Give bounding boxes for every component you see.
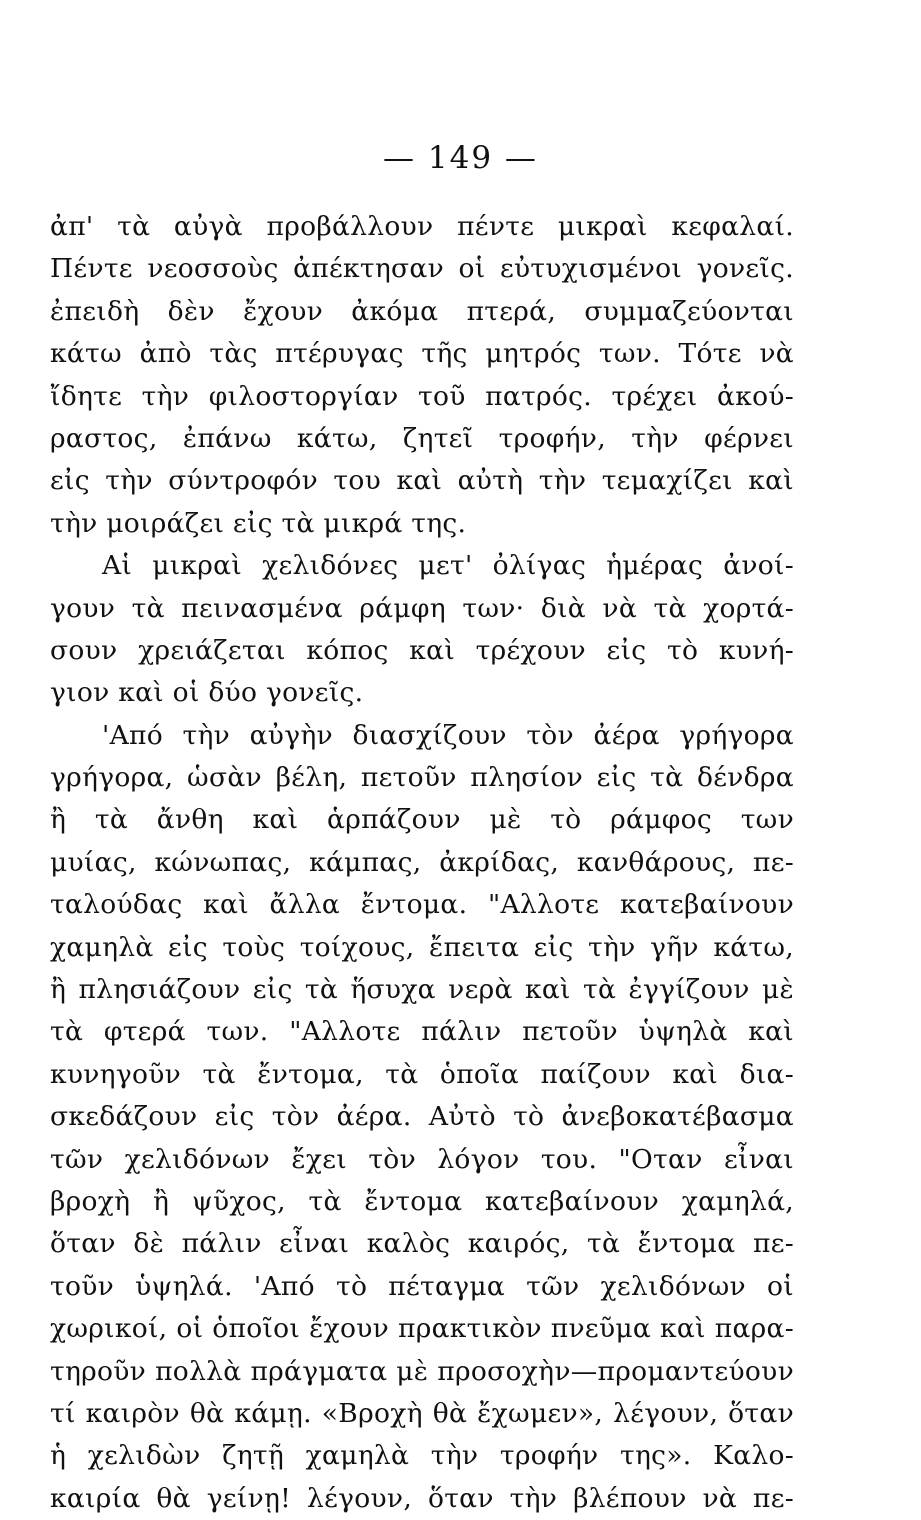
text-line: γιον καὶ οἱ δύο γονεῖς. [50,677,364,709]
text-line: ἢ τὰ ἄνθη καὶ ἁρπάζουν μὲ τὸ ράμφος των [50,804,794,836]
text-line: καιρία θὰ γείνῃ! λέγουν, ὅταν τὴν βλέπουν νὰ πε- [50,1482,794,1514]
text-line: ἀπ' τὰ αὐγὰ προβάλλουν πέντε μικραὶ κεφαλαί. [50,211,794,242]
text-line: τῶν χελιδόνων ἔχει τὸν λόγον του. "Οταν εἶναι [50,1143,794,1175]
text-line: τί καιρὸν θὰ κάμῃ. «Βροχὴ θὰ ἔχωμεν», λέγουν, ὅταν [50,1397,794,1429]
text-line: Πέντε νεοσσοὺς ἀπέκτησαν οἱ εὐτυχισμένοι γονεῖς. [50,253,794,285]
text-line: κάτω ἀπὸ τὰς πτέρυγας τῆς μητρός των. Τότε νὰ [50,338,794,370]
page-number: — 149 — [383,140,538,176]
text-line: χαμηλὰ εἰς τοὺς τοίχους, ἔπειτα εἰς τὴν γῆν κάτω, [50,931,794,963]
text-line: ἡ χελιδὼν ζητῇ χαμηλὰ τὴν τροφήν της». Καλο- [50,1440,794,1472]
text-line: ἐπειδὴ δὲν ἔχουν ἀκόμα πτερά, συμμαζεύονται [50,295,794,327]
text-line: τοῦν ὑψηλά. 'Από τὸ πέταγμα τῶν χελιδόνων οἱ [50,1270,794,1302]
text-line: χωρικοί, οἱ ὁποῖοι ἔχουν πρακτικὸν πνεῦμα καὶ παρα- [50,1313,794,1345]
text-line: τὴν μοιράζει εἰς τὰ μικρά της. [50,507,467,539]
text-line: ταλούδας καὶ ἄλλα ἔντομα. "Αλλοτε κατεβαίνουν [50,889,794,921]
text-line: σκεδάζουν εἰς τὸν ἀέρα. Αὐτὸ τὸ ἀνεβοκατέβασμα [50,1101,794,1133]
paragraph-first-line: 'Από τὴν αὐγὴν διασχίζουν τὸν ἀέρα γρήγορα [102,719,794,751]
text-line: γουν τὰ πεινασμένα ράμφη των· διὰ νὰ τὰ χορτά- [50,592,794,624]
text-line: τηροῦν πολλὰ πράγματα μὲ προσοχὴν—προμαντεύουν [50,1355,794,1387]
text-line: μυίας, κώνωπας, κάμπας, ἀκρίδας, κανθάρους, πε- [50,846,794,878]
text-line: γρήγορα, ὡσὰν βέλη, πετοῦν πλησίον εἰς τὰ δένδρα [50,762,794,794]
text-line: ὅταν δὲ πάλιν εἶναι καλὸς καιρός, τὰ ἔντομα πε- [50,1228,794,1260]
text-line: εἰς τὴν σύντροφόν του καὶ αὐτὴ τὴν τεμαχίζει καὶ [50,465,794,497]
text-line: κυνηγοῦν τὰ ἔντομα, τὰ ὁποῖα παίζουν καὶ δια- [50,1058,794,1090]
text-line: τὰ φτερά των. "Αλλοτε πάλιν πετοῦν ὑψηλὰ καὶ [50,1016,794,1048]
text-line: βροχὴ ἢ ψῦχος, τὰ ἔντομα κατεβαίνουν χαμηλά, [50,1185,794,1217]
text-line: ἴδητε τὴν φιλοστοργίαν τοῦ πατρός. τρέχει ἀκού- [50,380,794,412]
text-line: σουν χρειάζεται κόπος καὶ τρέχουν εἰς τὸ κυνή- [50,634,794,666]
text-line: ραστος, ἐπάνω κάτω, ζητεῖ τροφήν, τὴν φέρνει [50,422,794,454]
paragraph-first-line: Αἱ μικραὶ χελιδόνες μετ' ὀλίγας ἡμέρας ἀνοί- [102,550,794,582]
body-text [50,206,794,1520]
text-line: ἢ πλησιάζουν εἰς τὰ ἥσυχα νερὰ καὶ τὰ ἐγγίζουν μὲ [50,974,794,1006]
